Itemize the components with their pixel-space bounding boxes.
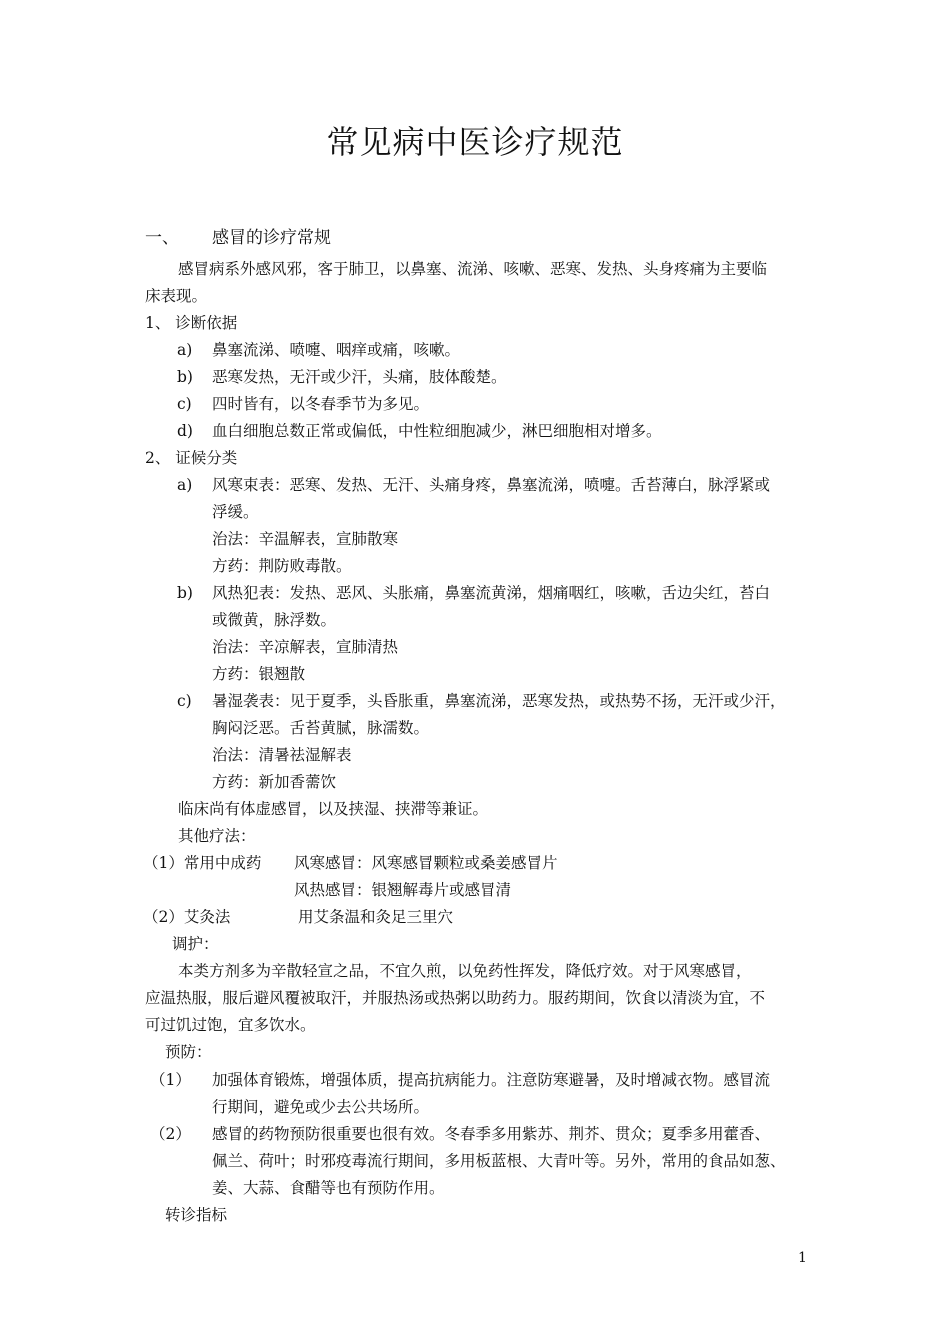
prevention-line: 行期间，避免或少去公共场所。 — [212, 1098, 430, 1116]
syndrome-line: 风热犯表：发热、恶风、头胀痛，鼻塞流黄涕，烟痛咽红，咳嗽，舌边尖红，苔白 — [212, 584, 771, 602]
care-heading: 调护： — [172, 935, 219, 953]
care-line: 可过饥过饱，宜多饮水。 — [145, 1016, 316, 1034]
syndrome-line: 或微黄，脉浮数。 — [212, 611, 337, 629]
note-line: 临床尚有体虚感冒，以及挟湿、挟滞等兼证。 — [178, 800, 489, 818]
therapy-label: （1）常用中成药 — [143, 854, 262, 872]
list-marker: d) — [177, 422, 193, 440]
list-item: 鼻塞流涕、喷嚏、咽痒或痛，咳嗽。 — [212, 341, 461, 359]
list-item: 血白细胞总数正常或偏低，中性粒细胞减少，淋巴细胞相对增多。 — [212, 422, 662, 440]
list-marker: b) — [177, 368, 193, 386]
syndrome-line: 暑湿袭表：见于夏季，头昏胀重，鼻塞流涕，恶寒发热，或热势不扬，无汗或少汗， — [212, 692, 786, 710]
therapy-label: （2）艾灸法 — [143, 908, 231, 926]
treatment-line: 治法：辛凉解表，宣肺清热 — [212, 638, 399, 656]
intro-line: 感冒病系外感风邪，客于肺卫，以鼻塞、流涕、咳嗽、恶寒、发热、头身疼痛为主要临 — [178, 260, 768, 278]
treatment-line: 治法：清暑祛湿解表 — [212, 746, 352, 764]
list-item: 恶寒发热，无汗或少汗，头痛，肢体酸楚。 — [212, 368, 507, 386]
list-marker: a) — [177, 476, 193, 494]
prescription-line: 方药：银翘散 — [212, 665, 306, 683]
diagnosis-heading: 1、 诊断依据 — [145, 314, 238, 332]
prevention-line: 感冒的药物预防很重要也很有效。冬春季多用紫苏、荆芥、贯众；夏季多用藿香、 — [212, 1125, 771, 1143]
intro-line: 床表现。 — [145, 287, 208, 305]
therapy-text: 风寒感冒：风寒感冒颗粒或桑姜感冒片 — [294, 854, 558, 872]
syndrome-line: 风寒束表：恶寒、发热、无汗、头痛身疼，鼻塞流涕，喷嚏。舌苔薄白，脉浮紧或 — [212, 476, 771, 494]
prevention-line: 佩兰、荷叶；时邪疫毒流行期间，多用板蓝根、大青叶等。另外，常用的食品如葱、 — [212, 1152, 786, 1170]
list-marker: c) — [177, 395, 192, 413]
document-title: 常见病中医诊疗规范 — [326, 123, 624, 161]
section-heading: 感冒的诊疗常规 — [212, 228, 331, 248]
therapy-text: 风热感冒：银翘解毒片或感冒清 — [294, 881, 512, 899]
prevention-heading: 预防： — [165, 1043, 212, 1061]
list-item: 四时皆有，以冬春季节为多见。 — [212, 395, 430, 413]
other-therapy-heading: 其他疗法： — [178, 827, 256, 845]
syndrome-heading: 2、 证候分类 — [145, 449, 238, 467]
therapy-text: 用艾条温和灸足三里穴 — [298, 908, 454, 926]
prevention-line: 加强体育锻炼，增强体质，提高抗病能力。注意防寒避暑，及时增减衣物。感冒流 — [212, 1071, 771, 1089]
prescription-line: 方药：荆防败毒散。 — [212, 557, 352, 575]
syndrome-line: 浮缓。 — [212, 503, 259, 521]
list-marker: （1） — [150, 1071, 191, 1089]
page-number: 1 — [798, 1250, 807, 1266]
list-marker: c) — [177, 692, 192, 710]
list-marker: b) — [177, 584, 193, 602]
list-marker: （2） — [150, 1125, 191, 1143]
syndrome-line: 胸闷泛恶。舌苔黄腻，脉濡数。 — [212, 719, 430, 737]
care-line: 本类方剂多为辛散轻宣之品，不宜久煎，以免药性挥发，降低疗效。对于风寒感冒， — [178, 962, 752, 980]
prescription-line: 方药：新加香薷饮 — [212, 773, 337, 791]
care-line: 应温热服，服后避风覆被取汗，并服热汤或热粥以助药力。服药期间，饮食以清淡为宜，不 — [145, 989, 766, 1007]
list-marker: a) — [177, 341, 193, 359]
referral-heading: 转诊指标 — [165, 1206, 228, 1224]
treatment-line: 治法：辛温解表，宣肺散寒 — [212, 530, 399, 548]
section-number: 一、 — [145, 228, 179, 248]
prevention-line: 姜、大蒜、食醋等也有预防作用。 — [212, 1179, 445, 1197]
